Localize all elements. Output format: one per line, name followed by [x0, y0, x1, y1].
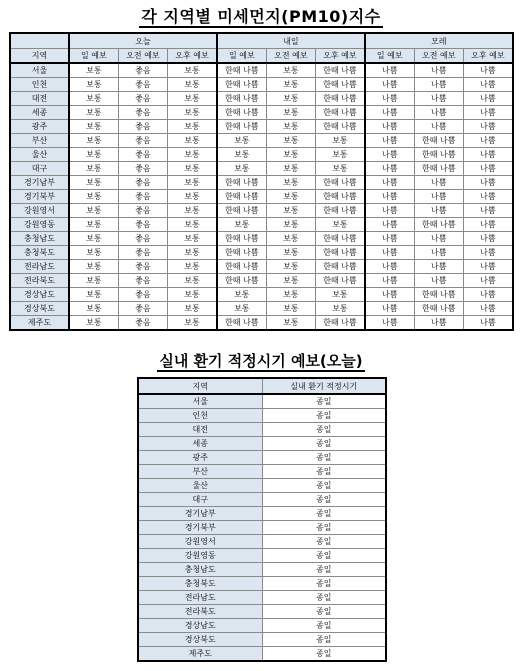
forecast-cell: 보통	[266, 190, 315, 204]
forecast-cell: 한때 나쁨	[316, 106, 365, 120]
forecast-cell: 보통	[316, 288, 365, 302]
ventilation-time-cell: 종일	[262, 577, 386, 591]
region-cell: 광주	[10, 120, 69, 134]
ventilation-time-header: 실내 환기 적정시기	[262, 378, 386, 394]
table-row	[138, 409, 386, 423]
forecast-cell: 한때 나쁨	[217, 316, 266, 331]
forecast-cell: 한때 나쁨	[414, 162, 463, 176]
forecast-cell: 보통	[266, 204, 315, 218]
table-row	[138, 479, 386, 493]
forecast-cell: 보통	[266, 274, 315, 288]
region-cell: 서울	[10, 63, 69, 78]
forecast-cell: 보통	[168, 78, 217, 92]
forecast-cell: 나쁨	[365, 288, 414, 302]
forecast-cell: 한때 나쁨	[217, 63, 266, 78]
ventilation-title-text: 실내 환기 적정시기 예보(오늘)	[159, 352, 363, 370]
forecast-cell: 나쁨	[414, 246, 463, 260]
forecast-cell: 한때 나쁨	[414, 148, 463, 162]
forecast-cell: 나쁨	[365, 176, 414, 190]
table-row	[138, 465, 386, 479]
table-row	[138, 647, 386, 662]
forecast-cell: 보통	[266, 78, 315, 92]
forecast-cell: 보통	[69, 63, 118, 78]
table-row	[10, 274, 513, 288]
ventilation-time-cell: 종일	[262, 563, 386, 577]
forecast-cell: 나쁨	[365, 134, 414, 148]
forecast-cell: 나쁨	[365, 162, 414, 176]
forecast-cell: 나쁨	[463, 63, 512, 78]
forecast-cell: 보통	[316, 302, 365, 316]
forecast-cell: 나쁨	[463, 106, 512, 120]
forecast-cell: 좋음	[118, 232, 167, 246]
table-row	[138, 535, 386, 549]
forecast-cell: 나쁨	[365, 78, 414, 92]
forecast-cell: 나쁨	[414, 232, 463, 246]
forecast-cell: 좋음	[118, 148, 167, 162]
forecast-cell: 나쁨	[463, 246, 512, 260]
sub-header-row	[10, 49, 513, 64]
ventilation-time-cell: 종일	[262, 619, 386, 633]
ventilation-time-cell: 종일	[262, 465, 386, 479]
ventilation-region-cell: 서울	[138, 394, 262, 409]
forecast-cell: 한때 나쁨	[217, 246, 266, 260]
table-row	[10, 204, 513, 218]
forecast-cell: 나쁨	[463, 260, 512, 274]
ventilation-header-row	[138, 378, 386, 394]
empty-corner-cell	[10, 33, 69, 49]
table-row	[10, 302, 513, 316]
table-row	[10, 106, 513, 120]
forecast-cell: 보통	[266, 218, 315, 232]
table-row	[10, 288, 513, 302]
table-row	[10, 232, 513, 246]
forecast-cell: 보통	[168, 92, 217, 106]
forecast-cell: 보통	[168, 218, 217, 232]
forecast-cell: 나쁨	[365, 92, 414, 106]
table-row	[138, 437, 386, 451]
ventilation-time-cell: 종일	[262, 535, 386, 549]
table-row	[10, 148, 513, 162]
forecast-cell: 나쁨	[463, 288, 512, 302]
table-row	[10, 218, 513, 232]
forecast-cell: 한때 나쁨	[316, 176, 365, 190]
ventilation-region-header: 지역	[138, 378, 262, 394]
forecast-cell: 보통	[168, 190, 217, 204]
forecast-cell: 한때 나쁨	[316, 190, 365, 204]
forecast-cell: 나쁨	[365, 274, 414, 288]
ventilation-time-cell: 종일	[262, 423, 386, 437]
forecast-cell: 보통	[266, 316, 315, 331]
sub-header-afternoon: 오후 예보	[168, 49, 217, 64]
forecast-cell: 좋음	[118, 204, 167, 218]
forecast-cell: 나쁨	[365, 148, 414, 162]
forecast-cell: 보통	[266, 92, 315, 106]
forecast-cell: 보통	[69, 148, 118, 162]
forecast-cell: 나쁨	[463, 162, 512, 176]
region-header: 지역	[10, 49, 69, 64]
forecast-cell: 한때 나쁨	[316, 92, 365, 106]
region-cell: 경상북도	[10, 302, 69, 316]
forecast-cell: 좋음	[118, 106, 167, 120]
ventilation-region-cell: 강원영서	[138, 535, 262, 549]
table-row	[10, 316, 513, 331]
forecast-cell: 나쁨	[463, 134, 512, 148]
ventilation-region-cell: 대전	[138, 423, 262, 437]
day-header-tomorrow: 내일	[217, 33, 365, 49]
forecast-cell: 나쁨	[463, 176, 512, 190]
region-cell: 인천	[10, 78, 69, 92]
forecast-cell: 보통	[69, 302, 118, 316]
region-cell: 경기남부	[10, 176, 69, 190]
forecast-cell: 보통	[266, 134, 315, 148]
ventilation-region-cell: 울산	[138, 479, 262, 493]
forecast-cell: 좋음	[118, 316, 167, 331]
sub-header-daily: 일 예보	[217, 49, 266, 64]
ventilation-time-cell: 종일	[262, 507, 386, 521]
forecast-cell: 보통	[168, 288, 217, 302]
forecast-cell: 한때 나쁨	[316, 78, 365, 92]
forecast-cell: 보통	[266, 106, 315, 120]
region-cell: 경상남도	[10, 288, 69, 302]
forecast-cell: 나쁨	[463, 148, 512, 162]
ventilation-time-cell: 종일	[262, 493, 386, 507]
ventilation-region-cell: 제주도	[138, 647, 262, 662]
forecast-cell: 한때 나쁨	[217, 78, 266, 92]
forecast-cell: 한때 나쁨	[217, 92, 266, 106]
region-cell: 충청남도	[10, 232, 69, 246]
forecast-cell: 보통	[168, 274, 217, 288]
forecast-cell: 나쁨	[463, 78, 512, 92]
forecast-cell: 한때 나쁨	[414, 134, 463, 148]
ventilation-region-cell: 전라남도	[138, 591, 262, 605]
region-cell: 부산	[10, 134, 69, 148]
sub-header-morning: 오전 예보	[266, 49, 315, 64]
forecast-cell: 좋음	[118, 120, 167, 134]
forecast-cell: 좋음	[118, 176, 167, 190]
ventilation-time-cell: 종일	[262, 605, 386, 619]
forecast-cell: 보통	[168, 63, 217, 78]
forecast-cell: 보통	[168, 176, 217, 190]
forecast-cell: 좋음	[118, 288, 167, 302]
table-row	[10, 134, 513, 148]
forecast-cell: 나쁨	[414, 204, 463, 218]
forecast-cell: 보통	[168, 316, 217, 331]
forecast-cell: 한때 나쁨	[316, 232, 365, 246]
table-row	[10, 120, 513, 134]
table-row	[138, 521, 386, 535]
forecast-cell: 한때 나쁨	[217, 274, 266, 288]
forecast-cell: 한때 나쁨	[217, 120, 266, 134]
forecast-cell: 보통	[266, 63, 315, 78]
forecast-cell: 나쁨	[463, 218, 512, 232]
table-row	[138, 619, 386, 633]
forecast-cell: 보통	[316, 148, 365, 162]
page-title	[0, 4, 522, 27]
forecast-cell: 한때 나쁨	[414, 302, 463, 316]
forecast-cell: 보통	[69, 204, 118, 218]
forecast-cell: 나쁨	[463, 204, 512, 218]
forecast-cell: 나쁨	[414, 316, 463, 331]
table-row	[138, 451, 386, 465]
forecast-cell: 보통	[69, 232, 118, 246]
forecast-cell: 보통	[266, 232, 315, 246]
ventilation-region-cell: 인천	[138, 409, 262, 423]
table-row	[138, 577, 386, 591]
table-row	[10, 63, 513, 78]
forecast-cell: 보통	[69, 316, 118, 331]
region-cell: 충청북도	[10, 246, 69, 260]
forecast-cell: 나쁨	[365, 232, 414, 246]
forecast-cell: 보통	[69, 134, 118, 148]
region-cell: 대구	[10, 162, 69, 176]
page-title-text: 각 지역별 미세먼지(PM10)지수	[141, 7, 381, 26]
forecast-cell: 보통	[69, 274, 118, 288]
forecast-cell: 보통	[266, 148, 315, 162]
forecast-cell: 좋음	[118, 274, 167, 288]
forecast-cell: 나쁨	[463, 92, 512, 106]
forecast-cell: 나쁨	[414, 190, 463, 204]
day-header-row	[10, 33, 513, 49]
forecast-cell: 한때 나쁨	[217, 190, 266, 204]
forecast-cell: 보통	[69, 190, 118, 204]
forecast-cell: 보통	[316, 134, 365, 148]
table-row	[138, 549, 386, 563]
forecast-cell: 한때 나쁨	[316, 316, 365, 331]
forecast-cell: 보통	[217, 162, 266, 176]
ventilation-region-cell: 충청남도	[138, 563, 262, 577]
forecast-cell: 보통	[69, 162, 118, 176]
forecast-cell: 나쁨	[365, 218, 414, 232]
forecast-cell: 보통	[69, 260, 118, 274]
forecast-cell: 보통	[168, 106, 217, 120]
forecast-cell: 한때 나쁨	[316, 63, 365, 78]
forecast-cell: 한때 나쁨	[414, 288, 463, 302]
ventilation-time-cell: 종일	[262, 521, 386, 535]
ventilation-region-cell: 광주	[138, 451, 262, 465]
region-cell: 제주도	[10, 316, 69, 331]
forecast-cell: 나쁨	[463, 190, 512, 204]
ventilation-time-cell: 종일	[262, 437, 386, 451]
forecast-cell: 나쁨	[414, 63, 463, 78]
forecast-cell: 보통	[168, 120, 217, 134]
forecast-cell: 나쁨	[365, 106, 414, 120]
ventilation-time-cell: 종일	[262, 409, 386, 423]
forecast-cell: 보통	[168, 134, 217, 148]
forecast-cell: 보통	[266, 120, 315, 134]
ventilation-region-cell: 충청북도	[138, 577, 262, 591]
forecast-cell: 좋음	[118, 162, 167, 176]
forecast-cell: 한때 나쁨	[316, 246, 365, 260]
day-header-today: 오늘	[69, 33, 217, 49]
forecast-cell: 보통	[266, 260, 315, 274]
forecast-cell: 나쁨	[365, 204, 414, 218]
ventilation-time-cell: 종일	[262, 451, 386, 465]
sub-header-afternoon: 오후 예보	[316, 49, 365, 64]
pm10-table-body	[10, 63, 513, 330]
table-row	[138, 423, 386, 437]
ventilation-region-cell: 전라북도	[138, 605, 262, 619]
forecast-cell: 나쁨	[414, 274, 463, 288]
forecast-cell: 한때 나쁨	[316, 260, 365, 274]
forecast-cell: 나쁨	[365, 190, 414, 204]
forecast-cell: 좋음	[118, 246, 167, 260]
forecast-cell: 좋음	[118, 260, 167, 274]
forecast-cell: 보통	[168, 148, 217, 162]
forecast-cell: 보통	[168, 246, 217, 260]
forecast-cell: 나쁨	[365, 302, 414, 316]
forecast-cell: 보통	[316, 218, 365, 232]
forecast-cell: 나쁨	[463, 120, 512, 134]
region-cell: 강원영동	[10, 218, 69, 232]
table-row	[138, 605, 386, 619]
ventilation-time-cell: 종일	[262, 479, 386, 493]
ventilation-table-body	[138, 394, 386, 661]
forecast-cell: 나쁨	[463, 302, 512, 316]
forecast-cell: 좋음	[118, 302, 167, 316]
table-row	[10, 246, 513, 260]
table-row	[138, 493, 386, 507]
forecast-cell: 나쁨	[414, 106, 463, 120]
forecast-cell: 보통	[266, 246, 315, 260]
forecast-cell: 한때 나쁨	[217, 232, 266, 246]
forecast-cell: 나쁨	[365, 63, 414, 78]
forecast-cell: 나쁨	[414, 120, 463, 134]
ventilation-title	[0, 350, 522, 371]
table-row	[10, 260, 513, 274]
forecast-cell: 보통	[168, 260, 217, 274]
forecast-cell: 보통	[69, 246, 118, 260]
forecast-cell: 좋음	[118, 218, 167, 232]
forecast-cell: 보통	[69, 92, 118, 106]
forecast-cell: 보통	[266, 162, 315, 176]
table-row	[138, 394, 386, 409]
forecast-cell: 나쁨	[414, 260, 463, 274]
ventilation-time-cell: 종일	[262, 647, 386, 662]
ventilation-region-cell: 대구	[138, 493, 262, 507]
ventilation-region-cell: 경기남부	[138, 507, 262, 521]
forecast-cell: 한때 나쁨	[414, 218, 463, 232]
ventilation-region-cell: 부산	[138, 465, 262, 479]
forecast-cell: 나쁨	[414, 92, 463, 106]
table-row	[10, 78, 513, 92]
forecast-cell: 좋음	[118, 92, 167, 106]
ventilation-region-cell: 세종	[138, 437, 262, 451]
table-row	[138, 591, 386, 605]
forecast-cell: 나쁨	[463, 232, 512, 246]
ventilation-time-cell: 종일	[262, 549, 386, 563]
forecast-cell: 보통	[217, 218, 266, 232]
ventilation-region-cell: 경기북부	[138, 521, 262, 535]
region-cell: 울산	[10, 148, 69, 162]
forecast-cell: 보통	[69, 288, 118, 302]
forecast-cell: 보통	[168, 232, 217, 246]
forecast-cell: 한때 나쁨	[316, 274, 365, 288]
sub-header-morning: 오전 예보	[118, 49, 167, 64]
pm10-forecast-table	[9, 32, 514, 331]
forecast-cell: 보통	[168, 162, 217, 176]
region-cell: 대전	[10, 92, 69, 106]
forecast-cell: 나쁨	[365, 246, 414, 260]
forecast-cell: 보통	[217, 148, 266, 162]
forecast-cell: 한때 나쁨	[217, 260, 266, 274]
region-cell: 세종	[10, 106, 69, 120]
forecast-cell: 보통	[69, 120, 118, 134]
table-row	[138, 563, 386, 577]
forecast-cell: 한때 나쁨	[316, 120, 365, 134]
forecast-cell: 보통	[266, 288, 315, 302]
day-header-day-after: 모레	[365, 33, 513, 49]
ventilation-time-cell: 종일	[262, 591, 386, 605]
region-cell: 전라남도	[10, 260, 69, 274]
forecast-cell: 보통	[69, 218, 118, 232]
forecast-cell: 보통	[217, 134, 266, 148]
forecast-cell: 보통	[69, 176, 118, 190]
table-row	[10, 176, 513, 190]
forecast-cell: 한때 나쁨	[217, 176, 266, 190]
region-cell: 전라북도	[10, 274, 69, 288]
table-row	[10, 162, 513, 176]
ventilation-time-cell: 종일	[262, 394, 386, 409]
forecast-cell: 나쁨	[365, 260, 414, 274]
forecast-cell: 나쁨	[365, 120, 414, 134]
forecast-cell: 나쁨	[463, 274, 512, 288]
forecast-cell: 좋음	[118, 63, 167, 78]
ventilation-region-cell: 경상남도	[138, 619, 262, 633]
forecast-cell: 나쁨	[414, 78, 463, 92]
ventilation-region-cell: 경상북도	[138, 633, 262, 647]
sub-header-daily: 일 예보	[69, 49, 118, 64]
forecast-cell: 보통	[69, 106, 118, 120]
table-row	[138, 507, 386, 521]
forecast-cell: 보통	[69, 78, 118, 92]
forecast-cell: 보통	[168, 302, 217, 316]
forecast-cell: 나쁨	[365, 316, 414, 331]
region-cell: 경기북부	[10, 190, 69, 204]
table-row	[138, 633, 386, 647]
forecast-cell: 나쁨	[463, 316, 512, 331]
forecast-cell: 한때 나쁨	[217, 106, 266, 120]
forecast-cell: 보통	[316, 162, 365, 176]
sub-header-morning: 오전 예보	[414, 49, 463, 64]
sub-header-afternoon: 오후 예보	[463, 49, 512, 64]
forecast-cell: 보통	[266, 176, 315, 190]
forecast-cell: 보통	[168, 204, 217, 218]
forecast-cell: 보통	[217, 288, 266, 302]
forecast-cell: 나쁨	[414, 176, 463, 190]
forecast-cell: 한때 나쁨	[217, 204, 266, 218]
table-row	[10, 190, 513, 204]
forecast-cell: 한때 나쁨	[316, 204, 365, 218]
ventilation-region-cell: 강원영동	[138, 549, 262, 563]
ventilation-time-cell: 종일	[262, 633, 386, 647]
forecast-cell: 좋음	[118, 78, 167, 92]
forecast-cell: 보통	[217, 302, 266, 316]
sub-header-daily: 일 예보	[365, 49, 414, 64]
forecast-cell: 보통	[266, 302, 315, 316]
ventilation-table	[137, 377, 387, 662]
table-row	[10, 92, 513, 106]
forecast-cell: 좋음	[118, 190, 167, 204]
region-cell: 강원영서	[10, 204, 69, 218]
forecast-cell: 좋음	[118, 134, 167, 148]
